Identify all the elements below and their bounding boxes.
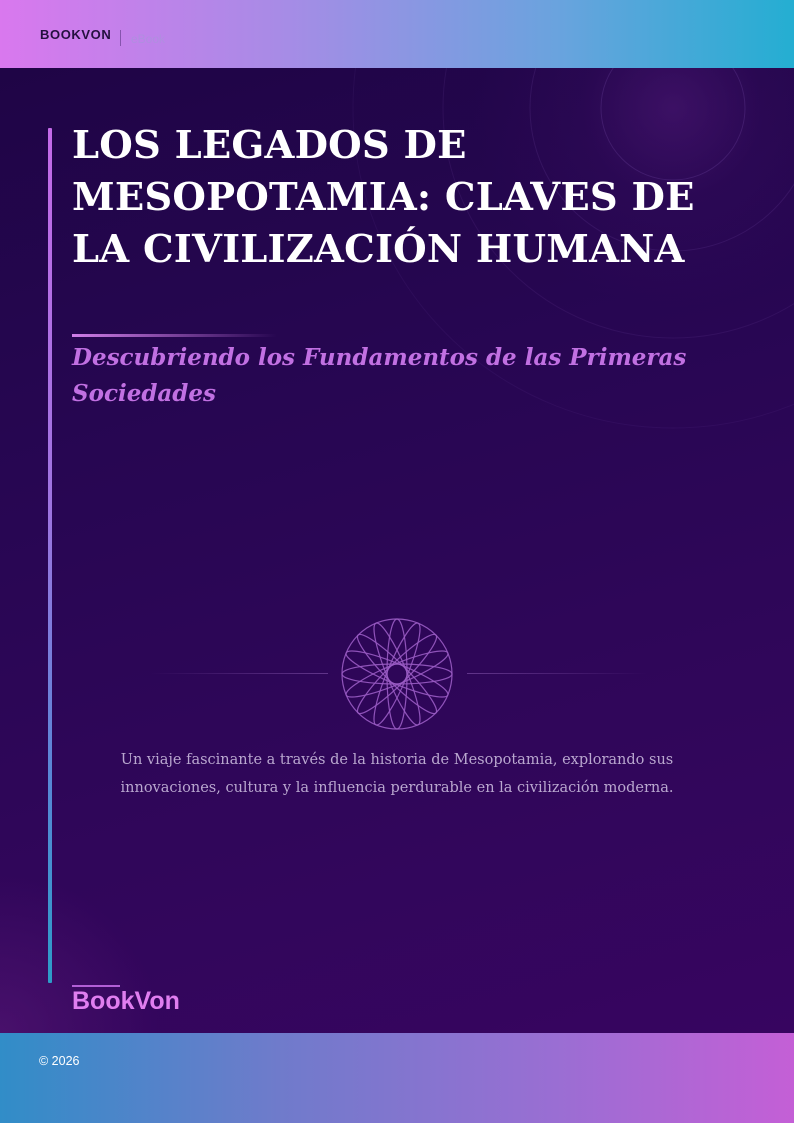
ornament-line-right: [467, 673, 647, 674]
book-title: LOS LEGADOS DE MESOPOTAMIA: CLAVES DE LA CIVILIZACIÓN HUMANA: [72, 123, 695, 272]
book-cover: [0, 68, 794, 1033]
book-description: Un viaje fascinante a través de la historia de Mesopotamia, explorando sus innovaciones, cultura y la influencia perdurable en la civilización moderna.: [120, 752, 674, 796]
top-header-bar: [0, 0, 794, 68]
brand-divider: [120, 30, 121, 46]
left-accent-bar: [48, 128, 52, 983]
rosette-ornament-icon: [338, 615, 456, 733]
ornament-line-left: [150, 673, 328, 674]
book-subtitle: Descubriendo los Fundamentos de las Primeras Sociedades: [72, 344, 687, 407]
title-underline: [72, 334, 277, 337]
brand-name: BOOKVON: [40, 27, 112, 42]
copyright-text: © 2026: [39, 1054, 80, 1068]
publisher-logo: BookVon: [72, 987, 180, 1015]
bottom-footer-bar: [0, 1033, 794, 1123]
brand-tag: eBook: [131, 32, 166, 46]
